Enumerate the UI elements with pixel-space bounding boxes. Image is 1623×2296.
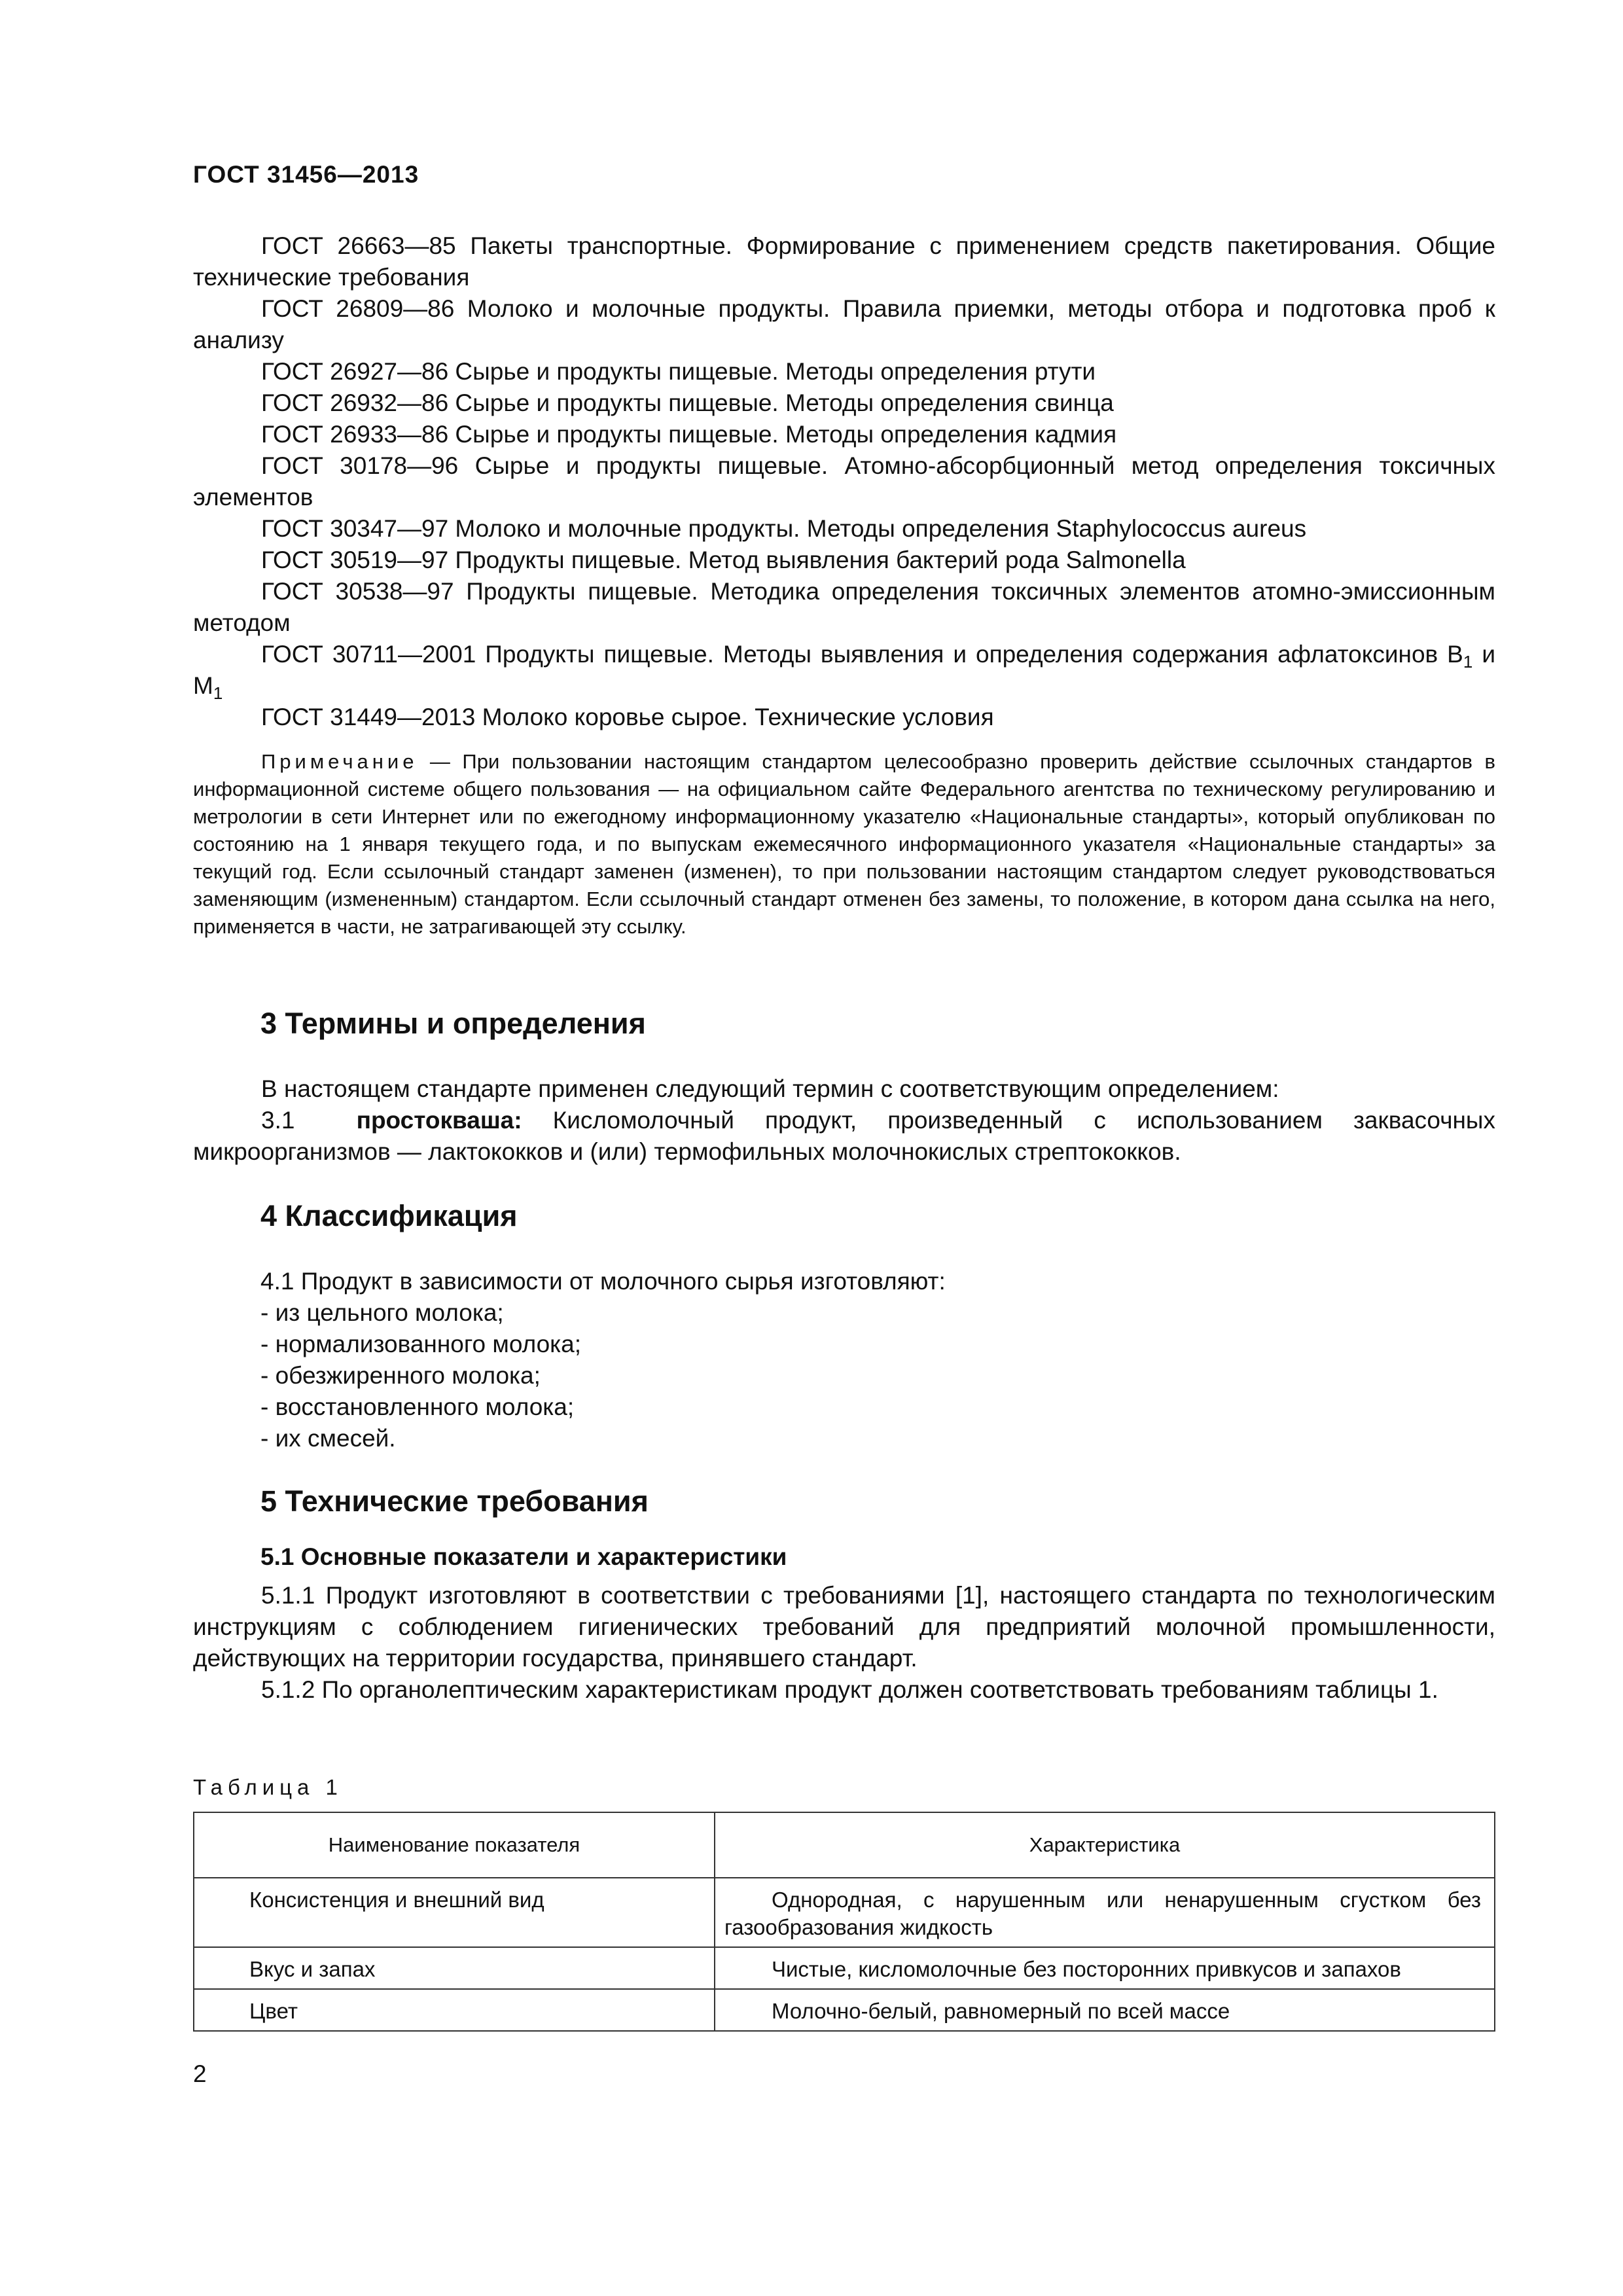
reference-item: ГОСТ 26932—86 Сырье и продукты пищевые. Методы определения свинца [261, 389, 1114, 416]
reference-item: ГОСТ 26927—86 Сырье и продукты пищевые. Методы определения ртути [261, 358, 1096, 385]
document-code: ГОСТ 31456—2013 [193, 161, 419, 188]
list-item: - обезжиренного молока; [260, 1362, 541, 1389]
page-number: 2 [193, 2060, 207, 2087]
section-5-title: 5 Технические требования [260, 1484, 649, 1518]
reference-item: ГОСТ 26809—86 Молоко и молочные продукты. Правила приемки, методы отбора и подготовка проб к анализу [193, 295, 1495, 353]
subscript: 1 [213, 683, 223, 703]
normative-references [193, 230, 1495, 733]
table-cell-indicator: Консистенция и внешний вид [194, 1878, 715, 1947]
section-3-title: 3 Термины и определения [260, 1007, 646, 1040]
table-cell-characteristic: Однородная, с нарушенным или ненарушенным сгустком без газообразования жидкость [715, 1878, 1495, 1947]
reference-item: ГОСТ 31449—2013 Молоко коровье сырое. Технические условия [261, 704, 994, 730]
term-number: 3.1 [261, 1107, 295, 1134]
note-block [193, 748, 1495, 941]
section-4-title: 4 Классификация [260, 1199, 518, 1232]
reference-item-aflatoxin [193, 639, 1495, 702]
list-item: - из цельного молока; [260, 1299, 504, 1326]
reference-text: ГОСТ 30711—2001 Продукты пищевые. Методы выявления и определения содержания афлатоксинов B [261, 641, 1463, 668]
reference-text: и M [193, 641, 1495, 699]
reference-item: ГОСТ 26933—86 Сырье и продукты пищевые. Методы определения кадмия [261, 421, 1117, 448]
reference-item: ГОСТ 30178—96 Сырье и продукты пищевые. Атомно-абсорбционный метод определения токсичных элементов [193, 452, 1495, 511]
table-header-cell: Наименование показателя [194, 1812, 715, 1878]
section-3-body [193, 1073, 1495, 1168]
list-item: - их смесей. [260, 1425, 396, 1452]
subscript: 1 [1463, 652, 1473, 672]
reference-item: ГОСТ 30519—97 Продукты пищевые. Метод выявления бактерий рода Salmonella [261, 547, 1186, 573]
table-cell-characteristic: Чистые, кисломолочные без посторонних привкусов и запахов [715, 1947, 1495, 1989]
note-text: — При пользовании настоящим стандартом целесообразно проверить действие ссылочных стандартов в информационной системе общего пользования — на официальном сайте Федерального агентства по техническому регулированию и метрологии в сети Интернет или по ежегодному информационному указателю «Национальные стандарты», который опубликован по состоянию на 1 января текущего года, и по выпускам ежемесячного информационного указателя «Национальные стандарты» за текущий год. Если ссылочный стандарт заменен (изменен), то при пользовании настоящим стандартом следует руководствоваться заменяющим (измененным) стандартом. Если ссылочный стандарт отменен без замены, то положение, в котором дана ссылка на него, применяется в части, не затрагивающей эту ссылку. [193, 750, 1495, 938]
list-item: - восстановленного молока; [260, 1393, 575, 1420]
note-label: Примечание [261, 750, 418, 773]
term-name: простокваша: [356, 1107, 522, 1134]
classification-intro: 4.1 Продукт в зависимости от молочного сырья изготовляют: [260, 1268, 946, 1295]
section-3-intro: В настоящем стандарте применен следующий термин с соответствующим определением: [261, 1075, 1279, 1102]
table-caption: Таблица 1 [193, 1775, 343, 1799]
reference-item: ГОСТ 30347—97 Молоко и молочные продукты. Методы определения Staphylococcus aureus [261, 515, 1307, 542]
reference-item: ГОСТ 30538—97 Продукты пищевые. Методика определения токсичных элементов атомно-эмиссионным методом [193, 578, 1495, 636]
classification-list [260, 1266, 946, 1454]
table-cell-indicator: Вкус и запах [194, 1947, 715, 1989]
table-header-row [194, 1812, 1495, 1878]
table-cell-indicator: Цвет [194, 1989, 715, 2031]
term-definition [193, 1105, 1495, 1168]
list-item: - нормализованного молока; [260, 1331, 582, 1357]
table-row [194, 1989, 1495, 2031]
paragraph-5-1-2: 5.1.2 По органолептическим характеристикам продукт должен соответствовать требованиям таблицы 1. [261, 1676, 1438, 1703]
table-cell-characteristic: Молочно-белый, равномерный по всей массе [715, 1989, 1495, 2031]
organoleptic-table [193, 1812, 1495, 2032]
reference-item: ГОСТ 26663—85 Пакеты транспортные. Формирование с применением средств пакетирования. Общие технические требования [193, 232, 1495, 291]
paragraph-5-1-1: 5.1.1 Продукт изготовляют в соответствии с требованиями [1], настоящего стандарта по технологическим инструкциям с соблюдением гигиенических требований для предприятий молочной промышленности, действующих на территории государства, принявшего стандарт. [193, 1582, 1495, 1672]
subsection-5-1-title: 5.1 Основные показатели и характеристики [260, 1543, 787, 1570]
table-header-cell: Характеристика [715, 1812, 1495, 1878]
table-row [194, 1878, 1495, 1947]
term-text: Кисломолочный продукт, произведенный с использованием заквасочных микроорганизмов — лактококков и (или) термофильных молочнокислых стрептококков. [193, 1107, 1496, 1165]
section-5-body [193, 1580, 1495, 1706]
note-paragraph [193, 748, 1495, 941]
table-row [194, 1947, 1495, 1989]
